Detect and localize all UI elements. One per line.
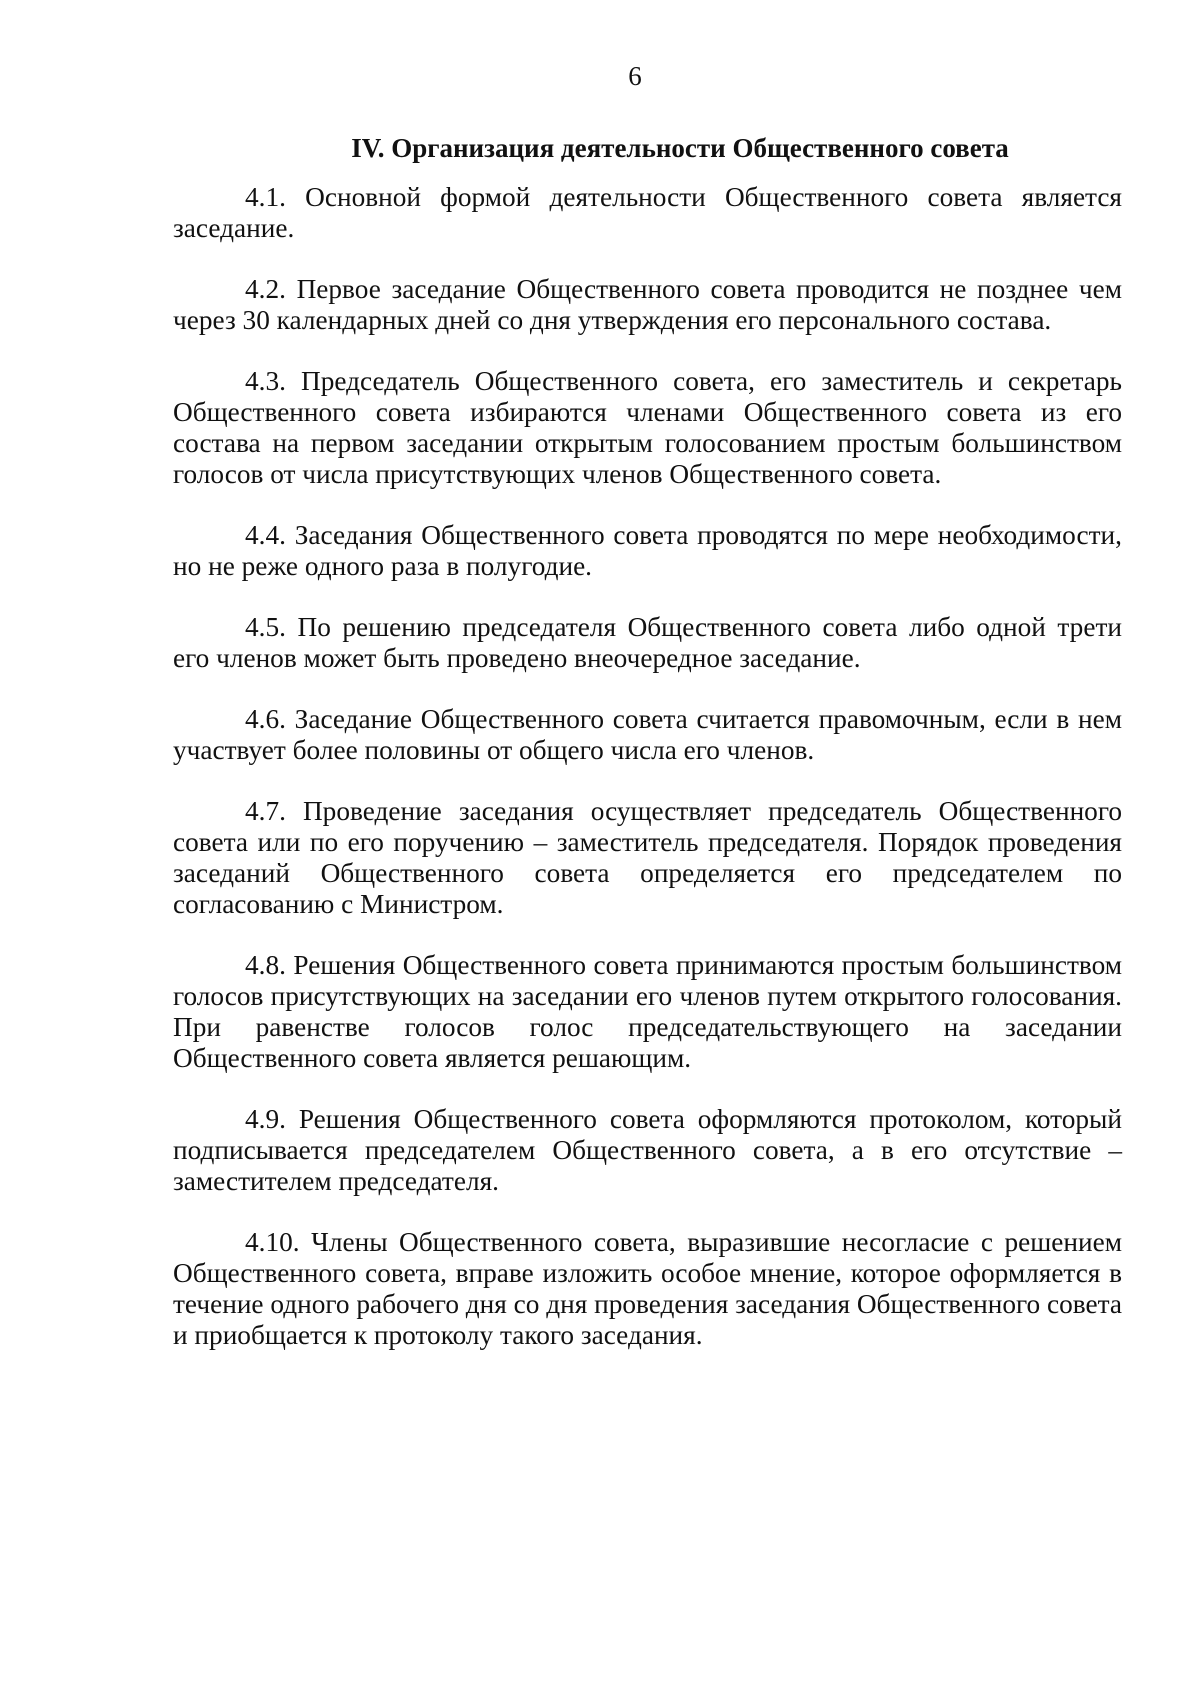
paragraph-4-7 [173, 796, 1122, 920]
paragraph-text: 4.4. Заседания Общественного совета проводятся по мере необходимости, но не реже одного раза в полугодие. [173, 520, 1122, 581]
paragraph-4-9 [173, 1104, 1122, 1197]
paragraph-text: 4.3. Председатель Общественного совета, его заместитель и секретарь Общественного совета избираются членами Общественного совета из его состава на первом заседании открытым голосованием простым большинством голосов от числа присутствующих членов Общественного совета. [173, 366, 1122, 489]
paragraph-text: 4.6. Заседание Общественного совета считается правомочным, если в нем участвует более половины от общего числа его членов. [173, 704, 1122, 765]
paragraph-text: 4.1. Основной формой деятельности Общественного совета является заседание. [173, 182, 1122, 243]
paragraph-text: 4.10. Члены Общественного совета, выразившие несогласие с решением Общественного совета, вправе изложить особое мнение, которое оформляется в течение одного рабочего дня со дня проведения заседания Общественного совета и приобщается к протоколу такого заседания. [173, 1227, 1122, 1350]
paragraph-4-1 [173, 182, 1122, 244]
paragraph-text: 4.5. По решению председателя Общественного совета либо одной трети его членов может быть проведено внеочередное заседание. [173, 612, 1122, 673]
paragraph-text: 4.2. Первое заседание Общественного совета проводится не позднее чем через 30 календарных дней со дня утверждения его персонального состава. [173, 274, 1122, 335]
paragraph-4-4 [173, 520, 1122, 582]
paragraph-4-5 [173, 612, 1122, 674]
section-title: IV. Организация деятельности Общественного совета [351, 133, 1009, 163]
paragraph-4-3 [173, 366, 1122, 490]
paragraph-text: 4.9. Решения Общественного совета оформляются протоколом, который подписывается председателем Общественного совета, а в его отсутствие – заместителем председателя. [173, 1104, 1122, 1196]
paragraph-4-8 [173, 950, 1122, 1074]
document-body [173, 182, 1122, 1381]
paragraph-text: 4.8. Решения Общественного совета принимаются простым большинством голосов присутствующих на заседании его членов путем открытого голосования. При равенстве голосов голос председательствующего на заседании Общественного совета является решающим. [173, 950, 1122, 1073]
paragraph-4-10 [173, 1227, 1122, 1351]
paragraph-4-2 [173, 274, 1122, 336]
paragraph-text: 4.7. Проведение заседания осуществляет председатель Общественного совета или по его поручению – заместитель председателя. Порядок проведения заседаний Общественного совета определяется его председателем по согласованию с Министром. [173, 796, 1122, 919]
page-number: 6 [628, 61, 642, 91]
paragraph-4-6 [173, 704, 1122, 766]
